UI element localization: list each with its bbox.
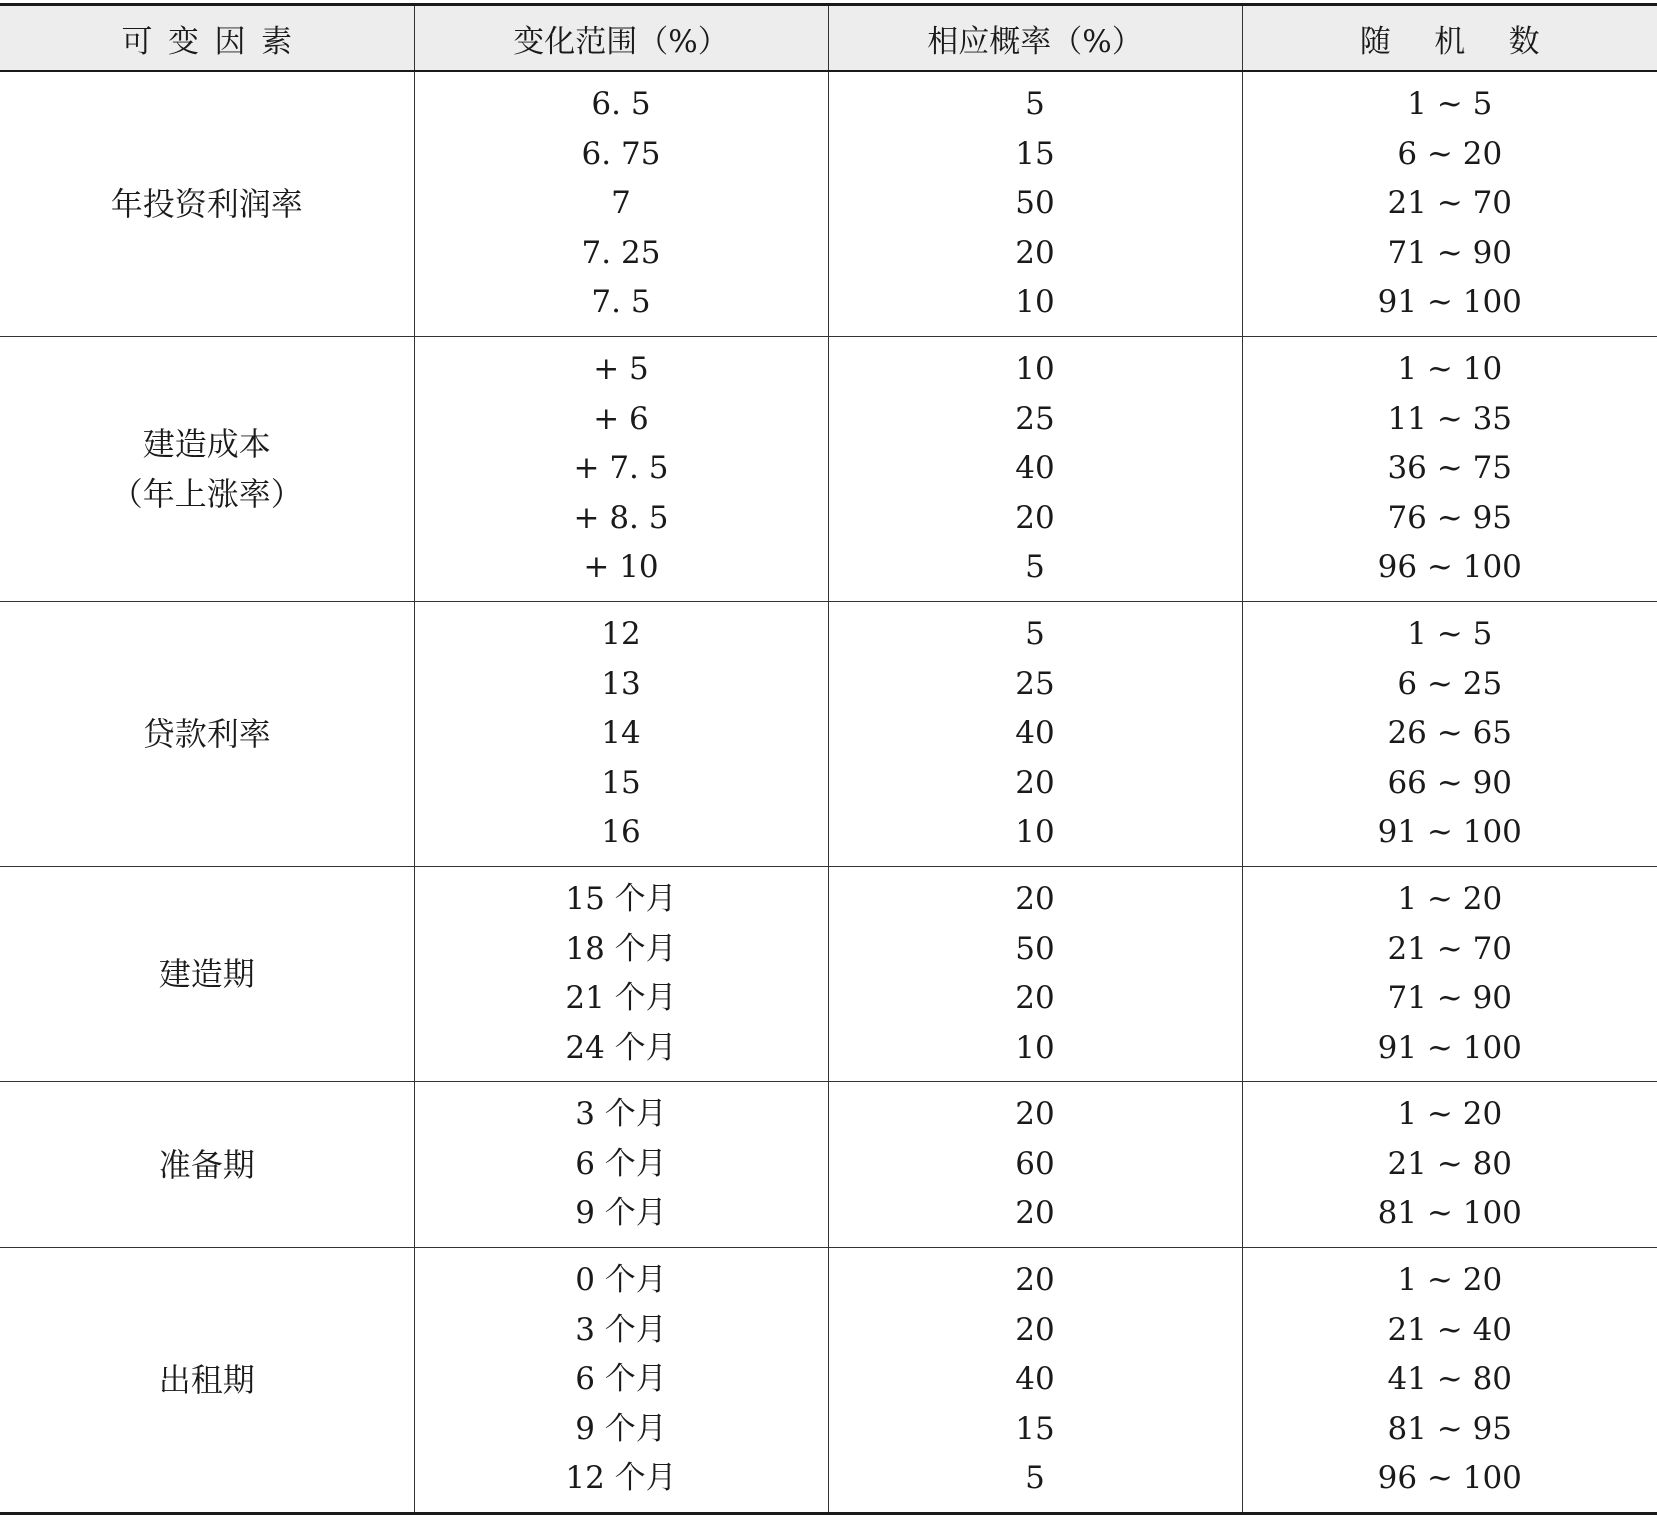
- probability-value: 5: [1025, 610, 1045, 660]
- range-value: 0 个月: [575, 1256, 667, 1306]
- range-cell: [414, 1248, 828, 1514]
- factor-name: [0, 709, 414, 759]
- header-range: 变化范围（%）: [414, 5, 828, 72]
- random-number-value: 21 ~ 70: [1387, 179, 1512, 229]
- range-value: 16: [601, 808, 640, 858]
- probability-value: 10: [1015, 278, 1054, 328]
- random-number-value: 21 ~ 40: [1387, 1306, 1512, 1356]
- range-cell-list: [415, 875, 828, 1073]
- random-number-value: 91 ~ 100: [1378, 278, 1522, 328]
- probability-value: 5: [1025, 543, 1045, 593]
- range-cell-list: [415, 1090, 828, 1239]
- range-cell: [414, 336, 828, 601]
- factor-name: [0, 949, 414, 999]
- random-number-cell: [1242, 601, 1657, 866]
- random-number-cell: [1242, 866, 1657, 1081]
- factor-name-line: 建造成本: [0, 419, 414, 469]
- variable-factors-table: [0, 3, 1657, 1515]
- probability-value: 20: [1015, 1090, 1054, 1140]
- probability-value: 20: [1015, 229, 1054, 279]
- range-value: 14: [601, 709, 640, 759]
- range-value: 21 个月: [565, 974, 676, 1024]
- random-number-cell-list: [1243, 345, 1657, 593]
- header-factor: 可变因素: [0, 5, 414, 72]
- random-number-value: 26 ~ 65: [1387, 709, 1512, 759]
- probability-value: 50: [1015, 925, 1054, 975]
- range-value: 6. 75: [582, 130, 661, 180]
- random-number-value: 1 ~ 20: [1397, 1256, 1502, 1306]
- probability-value: 20: [1015, 494, 1054, 544]
- factor-name-line: 年投资利润率: [0, 179, 414, 229]
- probability-cell: [828, 71, 1242, 336]
- range-value: 7: [611, 179, 631, 229]
- random-number-value: 21 ~ 80: [1387, 1140, 1512, 1190]
- table-row: [0, 1082, 1657, 1248]
- probability-value: 25: [1015, 660, 1054, 710]
- random-number-value: 6 ~ 20: [1397, 130, 1502, 180]
- random-number-cell-list: [1243, 80, 1657, 328]
- probability-value: 10: [1015, 1024, 1054, 1074]
- range-value: 3 个月: [575, 1306, 667, 1356]
- random-number-value: 81 ~ 100: [1378, 1189, 1522, 1239]
- factor-name: [0, 1355, 414, 1405]
- random-number-cell: [1242, 336, 1657, 601]
- random-number-value: 71 ~ 90: [1387, 229, 1512, 279]
- range-value: 12: [601, 610, 640, 660]
- random-number-value: 1 ~ 5: [1407, 80, 1492, 130]
- factor-name-line: 出租期: [0, 1355, 414, 1405]
- factor-name: [0, 1140, 414, 1190]
- random-number-value: 1 ~ 5: [1407, 610, 1492, 660]
- random-number-value: 21 ~ 70: [1387, 925, 1512, 975]
- range-value: 18 个月: [565, 925, 676, 975]
- probability-value: 60: [1015, 1140, 1054, 1190]
- factor-name: [0, 179, 414, 229]
- probability-value: 20: [1015, 1306, 1054, 1356]
- range-value: 15 个月: [565, 875, 676, 925]
- random-number-value: 91 ~ 100: [1378, 1024, 1522, 1074]
- range-cell: [414, 1082, 828, 1248]
- random-number-cell-list: [1243, 1090, 1657, 1239]
- range-value: + 10: [583, 543, 658, 593]
- random-number-value: 1 ~ 20: [1397, 1090, 1502, 1140]
- range-cell-list: [415, 1256, 828, 1504]
- probability-value: 40: [1015, 1355, 1054, 1405]
- range-value: + 5: [593, 345, 649, 395]
- probability-cell-list: [829, 1256, 1242, 1504]
- random-number-value: 6 ~ 25: [1397, 660, 1502, 710]
- range-value: 6. 5: [591, 80, 650, 130]
- random-number-cell-list: [1243, 1256, 1657, 1504]
- range-value: 6 个月: [575, 1355, 667, 1405]
- probability-value: 15: [1015, 1405, 1054, 1455]
- random-number-value: 66 ~ 90: [1387, 759, 1512, 809]
- random-number-value: 96 ~ 100: [1378, 543, 1522, 593]
- probability-value: 10: [1015, 345, 1054, 395]
- range-value: 7. 25: [582, 229, 661, 279]
- random-number-cell-list: [1243, 875, 1657, 1073]
- probability-value: 5: [1025, 1454, 1045, 1504]
- range-value: 13: [601, 660, 640, 710]
- header-random-number: 随机数: [1242, 5, 1657, 72]
- table-row: [0, 71, 1657, 336]
- random-number-value: 41 ~ 80: [1387, 1355, 1512, 1405]
- random-number-cell: [1242, 1248, 1657, 1514]
- probability-value: 20: [1015, 1256, 1054, 1306]
- random-number-value: 36 ~ 75: [1387, 444, 1512, 494]
- range-cell-list: [415, 80, 828, 328]
- header-probability: 相应概率（%）: [828, 5, 1242, 72]
- random-number-value: 81 ~ 95: [1387, 1405, 1512, 1455]
- random-number-cell: [1242, 71, 1657, 336]
- probability-value: 20: [1015, 974, 1054, 1024]
- range-value: 15: [601, 759, 640, 809]
- range-value: 9 个月: [575, 1405, 667, 1455]
- probability-value: 5: [1025, 80, 1045, 130]
- factor-name-line: （年上涨率）: [0, 469, 414, 519]
- probability-value: 25: [1015, 395, 1054, 445]
- probability-cell-list: [829, 610, 1242, 858]
- probability-cell: [828, 866, 1242, 1081]
- random-number-value: 96 ~ 100: [1378, 1454, 1522, 1504]
- range-value: 6 个月: [575, 1140, 667, 1190]
- range-cell: [414, 601, 828, 866]
- factor-cell: [0, 1082, 414, 1248]
- probability-cell: [828, 336, 1242, 601]
- factor-name: [0, 419, 414, 519]
- random-number-value: 1 ~ 20: [1397, 875, 1502, 925]
- probability-cell: [828, 601, 1242, 866]
- range-value: 7. 5: [591, 278, 650, 328]
- random-number-value: 91 ~ 100: [1378, 808, 1522, 858]
- range-cell: [414, 71, 828, 336]
- probability-cell-list: [829, 345, 1242, 593]
- range-cell-list: [415, 610, 828, 858]
- factor-name-line: 贷款利率: [0, 709, 414, 759]
- probability-value: 40: [1015, 709, 1054, 759]
- range-cell: [414, 866, 828, 1081]
- random-number-value: 1 ~ 10: [1397, 345, 1502, 395]
- probability-cell-list: [829, 80, 1242, 328]
- factor-cell: [0, 336, 414, 601]
- table-row: [0, 336, 1657, 601]
- probability-value: 20: [1015, 1189, 1054, 1239]
- range-value: 12 个月: [565, 1454, 676, 1504]
- factor-name-line: 准备期: [0, 1140, 414, 1190]
- range-value: 3 个月: [575, 1090, 667, 1140]
- probability-value: 40: [1015, 444, 1054, 494]
- random-number-value: 76 ~ 95: [1387, 494, 1512, 544]
- random-number-value: 71 ~ 90: [1387, 974, 1512, 1024]
- table-row: [0, 601, 1657, 866]
- probability-cell: [828, 1248, 1242, 1514]
- range-value: 9 个月: [575, 1189, 667, 1239]
- table-body: [0, 71, 1657, 1514]
- factor-cell: [0, 601, 414, 866]
- random-number-cell-list: [1243, 610, 1657, 858]
- range-value: 24 个月: [565, 1024, 676, 1074]
- random-number-cell: [1242, 1082, 1657, 1248]
- probability-value: 10: [1015, 808, 1054, 858]
- probability-value: 15: [1015, 130, 1054, 180]
- range-cell-list: [415, 345, 828, 593]
- range-value: + 8. 5: [574, 494, 669, 544]
- factor-cell: [0, 1248, 414, 1514]
- probability-cell: [828, 1082, 1242, 1248]
- probability-value: 50: [1015, 179, 1054, 229]
- random-number-value: 11 ~ 35: [1387, 395, 1512, 445]
- probability-value: 20: [1015, 759, 1054, 809]
- table-row: [0, 1248, 1657, 1514]
- factor-name-line: 建造期: [0, 949, 414, 999]
- range-value: + 7. 5: [574, 444, 669, 494]
- range-value: + 6: [593, 395, 649, 445]
- probability-cell-list: [829, 875, 1242, 1073]
- factor-cell: [0, 866, 414, 1081]
- factor-cell: [0, 71, 414, 336]
- header-row: [0, 5, 1657, 72]
- table-row: [0, 866, 1657, 1081]
- probability-value: 20: [1015, 875, 1054, 925]
- probability-cell-list: [829, 1090, 1242, 1239]
